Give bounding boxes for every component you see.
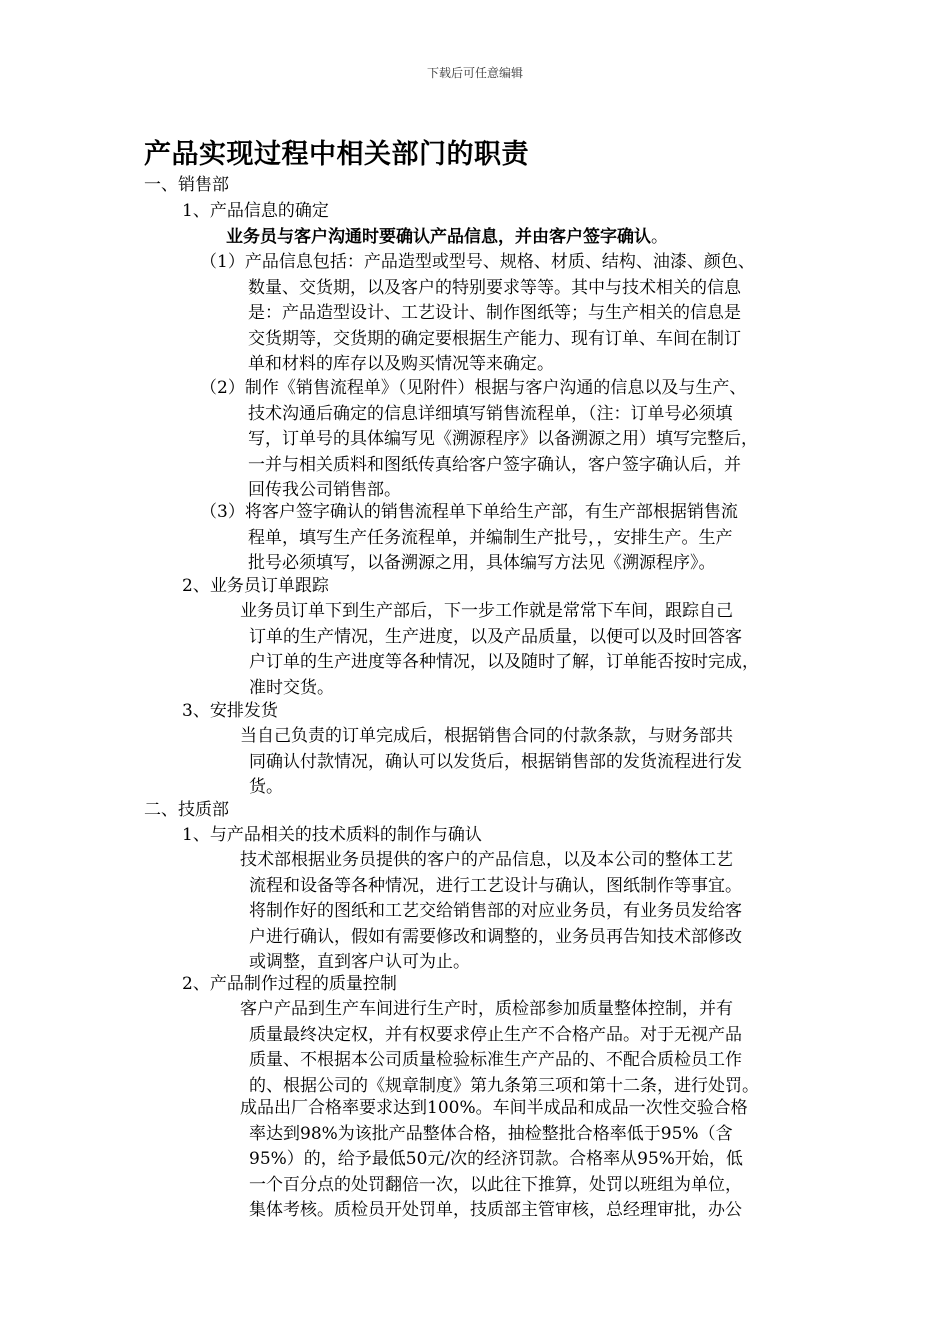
paragraph-line: 同确认付款情况，确认可以发货后，根据销售部的发货流程进行发 xyxy=(249,751,742,772)
section-2-sub-2-paragraph-2 xyxy=(240,1096,748,1224)
item-2-line: 一并与相关质料和图纸传真给客户签字确认，客户签字确认后，并 xyxy=(248,454,741,475)
section-2-sub-1-paragraph xyxy=(240,848,742,976)
paragraph-line: 95%）的，给予最低50元/次的经济罚款。合格率从95%开始，低 xyxy=(249,1149,743,1170)
section-1-sub-3-heading: 3、安排发货 xyxy=(182,701,278,721)
page-header: 下载后可任意编辑 xyxy=(426,66,523,80)
section-2-sub-2-paragraph-1 xyxy=(240,997,759,1099)
paragraph-line: 质量最终决定权，并有权要求停止生产不合格产品。对于无视产品 xyxy=(249,1024,742,1045)
section-1-heading: 一、销售部 xyxy=(144,175,229,195)
section-1-sub-2-heading: 2、业务员订单跟踪 xyxy=(182,576,329,596)
item-3-line: 批号必须填写，以备溯源之用，具体编写方法见《溯源程序》。 xyxy=(248,553,716,574)
paragraph-line: 的、根据公司的《规章制度》第九条第三项和第十二条，进行处罚。 xyxy=(249,1075,759,1096)
item-3-line: （3）将客户签字确认的销售流程单下单给生产部，有生产部根据销售流 xyxy=(200,502,738,522)
paragraph-line: 货。 xyxy=(249,777,283,798)
item-1-line: 交货期等，交货期的确定要根据生产能力、现有订单、车间在制订 xyxy=(248,328,741,349)
item-2 xyxy=(200,376,758,504)
bold-statement-text: 业务员与客户沟通时要确认产品信息，并由客户签字确认 xyxy=(226,227,651,247)
paragraph-line: 户订单的生产进度等各种情况，以及随时了解，订单能否按时完成， xyxy=(249,652,759,673)
paragraph-line: 业务员订单下到生产部后，下一步工作就是常常下车间，跟踪自己 xyxy=(240,601,733,621)
item-1 xyxy=(200,250,755,378)
item-2-line: 写，订单号的具体编写见《溯源程序》以备溯源之用）填写完整后， xyxy=(248,429,758,450)
sub-2-paragraph xyxy=(240,599,759,701)
item-2-line: 回传我公司销售部。 xyxy=(248,480,401,501)
paragraph-line: 技术部根据业务员提供的客户的产品信息，以及本公司的整体工艺 xyxy=(240,850,733,870)
paragraph-line: 成品出厂合格率要求达到100%。车间半成品和成品一次性交验合格 xyxy=(240,1098,748,1118)
paragraph-line: 或调整，直到客户认可为止。 xyxy=(249,952,470,973)
item-3 xyxy=(200,500,738,577)
paragraph-line: 质量、不根据本公司质量检验标准生产产品的、不配合质检员工作 xyxy=(249,1050,742,1071)
paragraph-line: 率达到98%为该批产品整体合格，抽检整批合格率低于95%（含 xyxy=(249,1123,733,1144)
item-1-line: 是：产品造型设计、工艺设计、制作图纸等；与生产相关的信息是 xyxy=(248,303,741,324)
section-2-sub-2-heading: 2、产品制作过程的质量控制 xyxy=(182,974,397,994)
item-2-line: 技术沟通后确定的信息详细填写销售流程单，（注：订单号必须填 xyxy=(248,403,733,424)
paragraph-line: 准时交货。 xyxy=(249,677,334,698)
section-2-sub-1-heading: 1、与产品相关的技术质料的制作与确认 xyxy=(182,825,482,845)
section-2-heading: 二、技质部 xyxy=(144,800,229,820)
paragraph-line: 集体考核。质检员开处罚单，技质部主管审核，总经理审批，办公 xyxy=(249,1200,742,1221)
bold-statement-end: 。 xyxy=(651,227,668,247)
paragraph-line: 订单的生产情况，生产进度，以及产品质量，以便可以及时回答客 xyxy=(249,626,742,647)
bold-statement xyxy=(226,225,668,250)
item-1-line: 单和材料的库存以及购买情况等来确定。 xyxy=(248,354,554,375)
section-1-sub-1-heading: 1、产品信息的确定 xyxy=(182,201,329,221)
paragraph-line: 流程和设备等各种情况，进行工艺设计与确认，图纸制作等事宜。 xyxy=(249,875,742,896)
sub-3-paragraph xyxy=(240,724,742,801)
item-2-line: （2）制作《销售流程单》（见附件）根据与客户沟通的信息以及与生产、 xyxy=(200,378,747,398)
paragraph-line: 一个百分点的处罚翻倍一次，以此往下推算，处罚以班组为单位， xyxy=(249,1174,742,1195)
item-3-line: 程单，填写生产任务流程单，并编制生产批号，，安排生产。生产 xyxy=(248,527,733,548)
paragraph-line: 当自己负责的订单完成后，根据销售合同的付款条款，与财务部共 xyxy=(240,726,733,746)
item-1-line: 数量、交货期，以及客户的特别要求等等。其中与技术相关的信息 xyxy=(248,277,741,298)
paragraph-line: 将制作好的图纸和工艺交给销售部的对应业务员，有业务员发给客 xyxy=(249,901,742,922)
paragraph-line: 户进行确认，假如有需要修改和调整的，业务员再告知技术部修改 xyxy=(249,926,742,947)
document-title: 产品实现过程中相关部门的职责 xyxy=(144,139,529,170)
item-1-line: （1）产品信息包括：产品造型或型号、规格、材质、结构、油漆、颜色、 xyxy=(200,252,755,272)
paragraph-line: 客户产品到生产车间进行生产时，质检部参加质量整体控制，并有 xyxy=(240,999,733,1019)
